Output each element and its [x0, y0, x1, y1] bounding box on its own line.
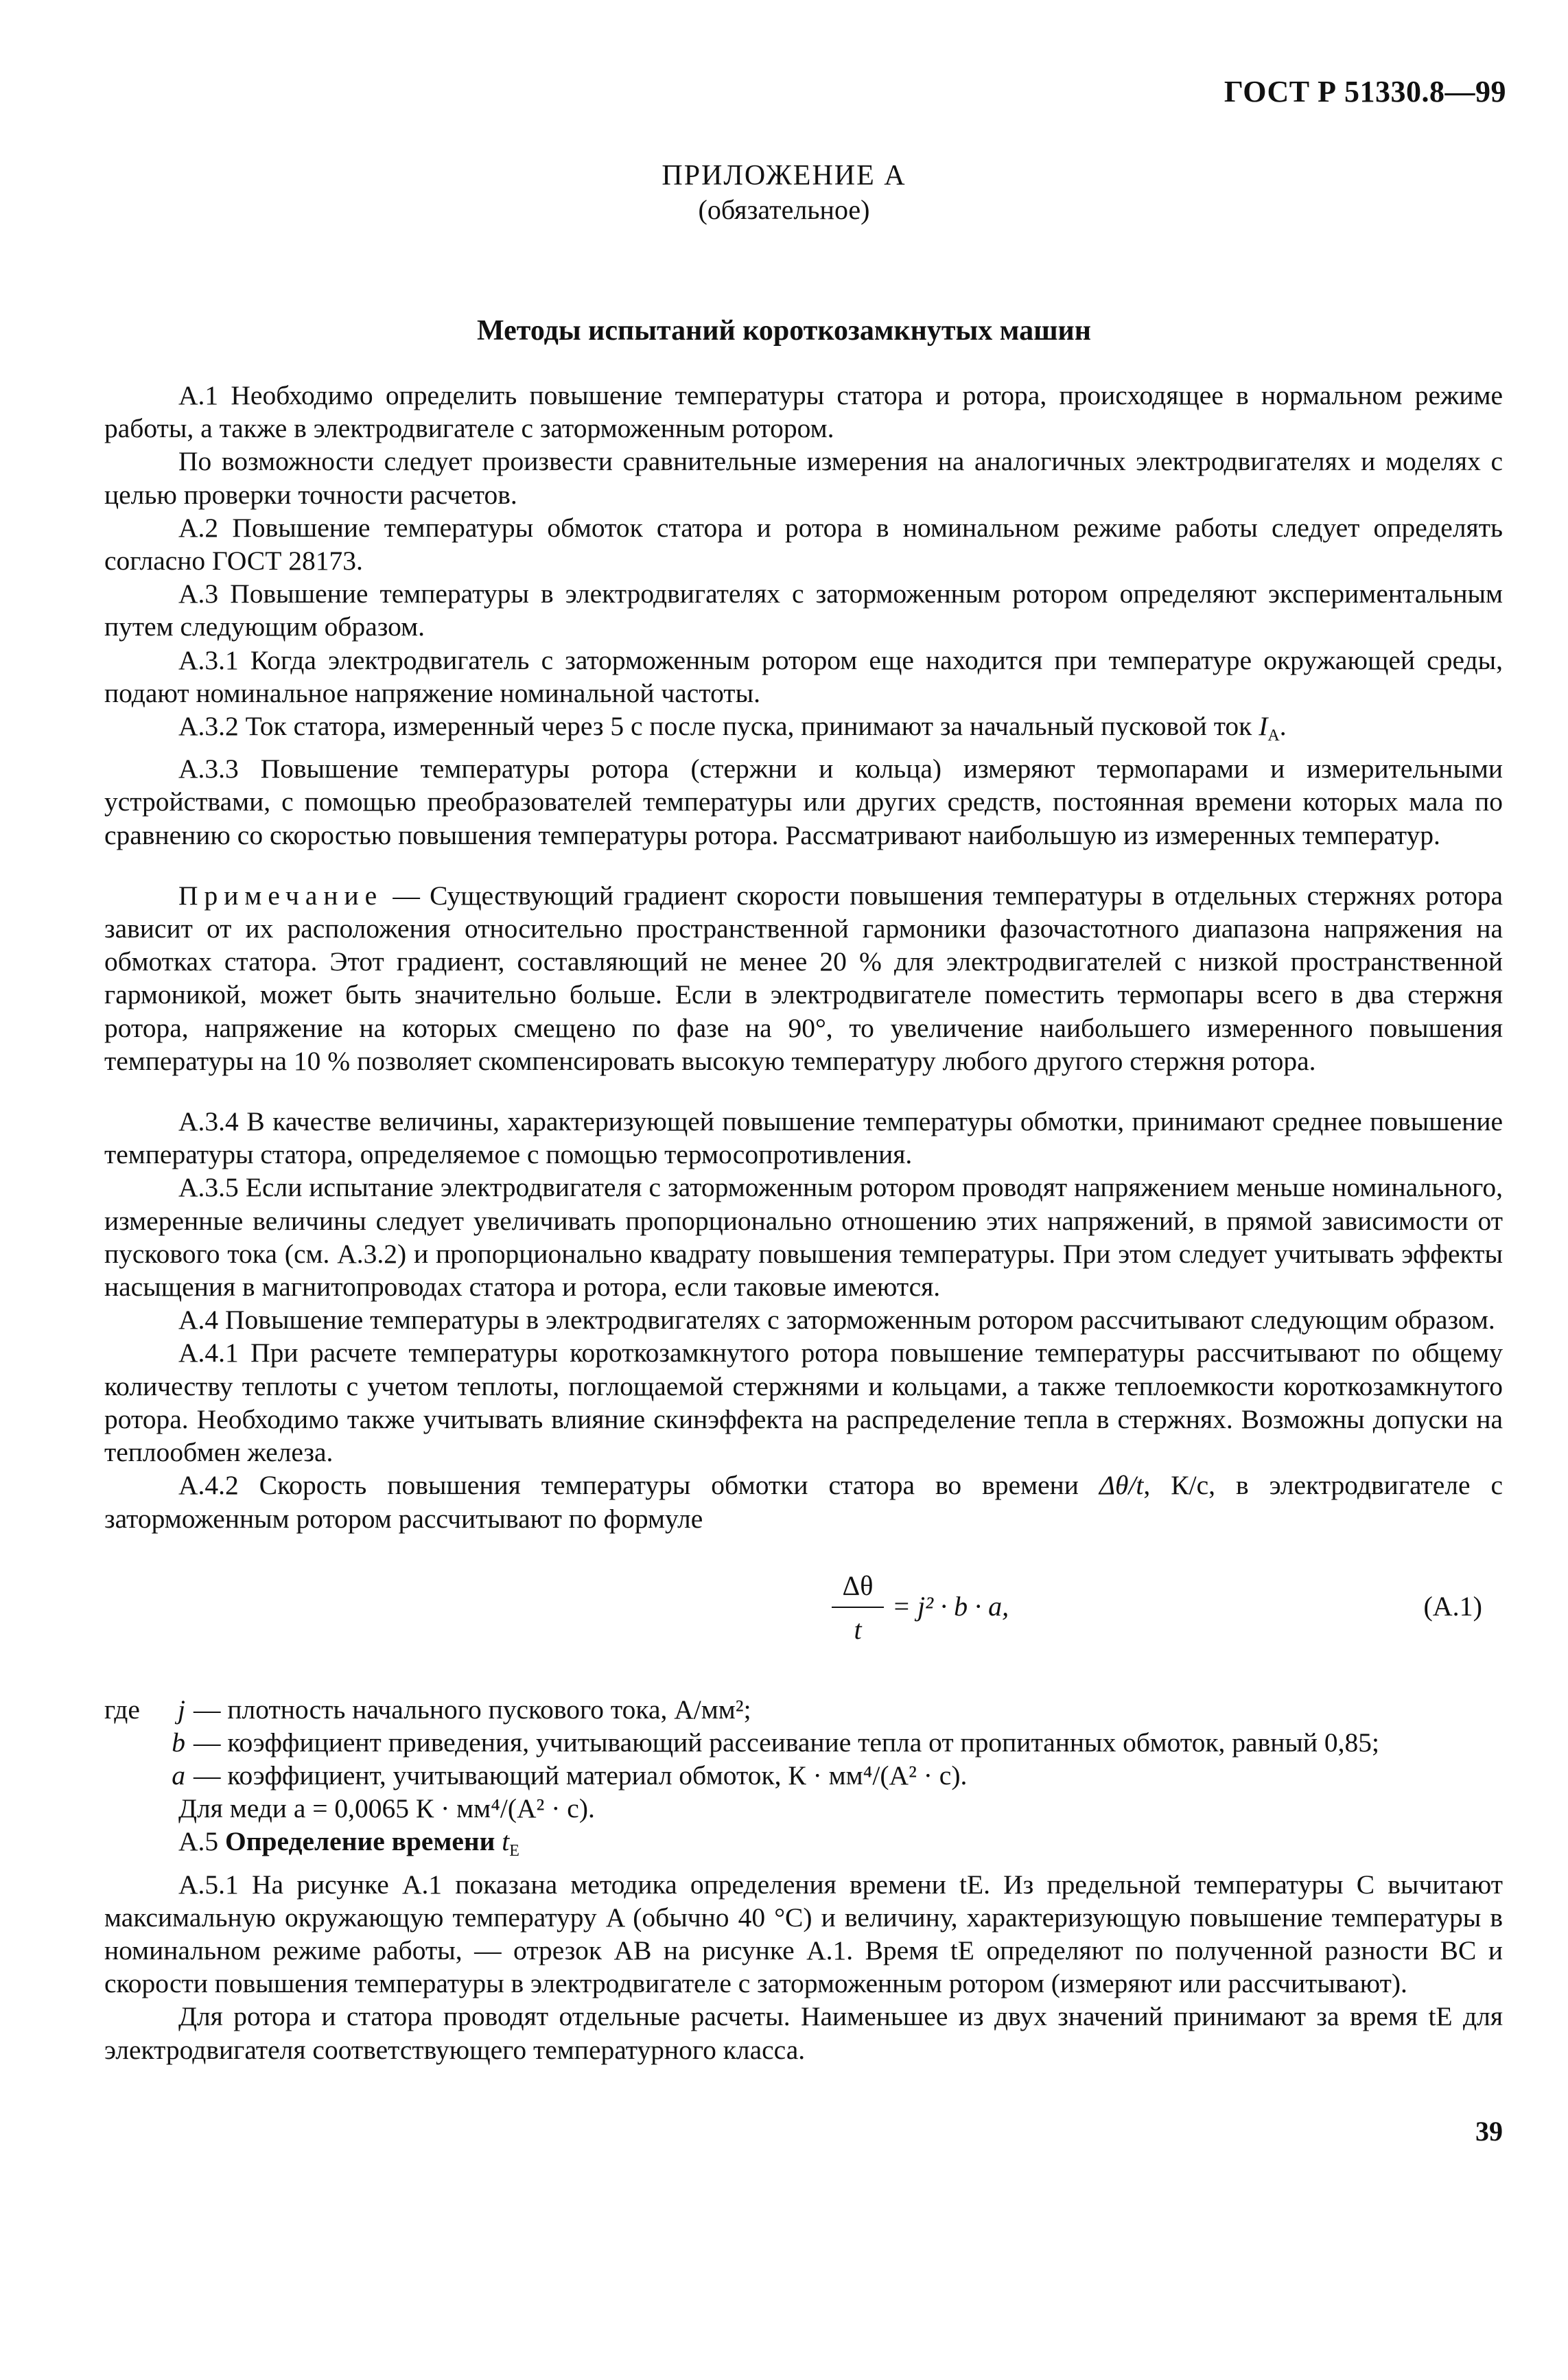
paragraph-a3: А.3 Повышение температуры в электродвигателях с заторможенным ротором определяют экспериментальным путем следующим образом.	[104, 579, 1503, 642]
paragraph-a5-2: Для ротора и статора проводят отдельные расчеты. Наименьшее из двух значений принимают за время tE для электродвигателя соответствующего температурного класса.	[104, 2001, 1503, 2065]
paragraph-a4-1: А.4.1 При расчете температуры короткозамкнутого ротора повышение температуры рассчитывают по общему количеству теплоты с учетом теплоты, поглощаемой стержнями и кольцами, а также теплоемкости короткозамкнутого ротора. Необходимо также учитывать влияние скинэффекта на распределение тепла в стержнях. Возможны допуски на теплообмен железа.	[104, 1338, 1503, 1468]
formula-number: (А.1)	[1423, 1590, 1482, 1622]
formula-a1	[104, 1570, 1503, 1686]
note-label: Примечание	[178, 880, 384, 911]
paragraph-a4: А.4 Повышение температуры в электродвигателях с заторможенным ротором рассчитывают следующим образом.	[178, 1305, 1495, 1335]
formula-rhs: = j² · b · a,	[892, 1590, 1009, 1622]
note-text: — Существующий градиент скорости повышения температуры в отдельных стержнях ротора зависит от их расположения относительно пространственной гармоники фазочастотного диапазона напряжения на обмотках статора. Этот градиент, составляющий не менее 20 % для электродвигателей с низкой пространственной гармоникой, может быть значительно больше. Если в электродвигателе поместить термопары всего в два стержня ротора, напряжение на которых смещено по фазе на 90°, то увеличение наибольшего измеренного повышения температуры на 10 % позволяет скомпенсировать высокую температуру любого другого стержня ротора.	[104, 880, 1503, 1076]
paragraph-a2: А.2 Повышение температуры обмоток статора и ротора в номинальном режиме работы следует определять согласно ГОСТ 28173.	[104, 512, 1503, 576]
paragraph-a3-2: А.3.2 Ток статора, измеренный через 5 с после пуска, принимают за начальный пусковой ток $I_A$.	[178, 711, 1287, 745]
fraction-bar	[832, 1607, 884, 1608]
where-item-b: b — коэффициент приведения, учитывающий рассеивание тепла от пропитанных обмоток, равный 0,85;	[172, 1727, 1380, 1758]
paragraph-a4-2: А.4.2 Скорость повышения температуры обмотки статора во времени Δθ/t, К/с, в электродвигателе с заторможенным ротором рассчитывают по формуле	[104, 1470, 1503, 1534]
formula-numerator: Δθ	[842, 1570, 874, 1601]
where-item-j: где j — плотность начального пускового тока, А/мм²;	[104, 1693, 1503, 1726]
document-body	[104, 379, 1503, 2066]
formula-fraction	[832, 1570, 884, 1646]
paragraph-a1: А.1 Необходимо определить повышение температуры статора и ротора, происходящее в нормальном режиме работы, а также в электродвигателе с заторможенным ротором.	[104, 380, 1503, 444]
paragraph-a3-1: А.3.1 Когда электродвигатель с заторможенным ротором еще находится при температуре окружающей среды, подают номинальное напряжение номинальной частоты.	[104, 644, 1503, 708]
heading-a5: А.5 Определение времени $t_E$	[178, 1826, 519, 1860]
standard-header: ГОСТ Р 51330.8—99	[1224, 75, 1506, 108]
copper-coefficient: Для меди a = 0,0065 К · мм⁴/(А² · с).	[178, 1793, 595, 1824]
paragraph-a1-2: По возможности следует произвести сравнительные измерения на аналогичных электродвигателях и моделях с целью проверки точности расчетов.	[104, 446, 1503, 510]
paragraph-a3-4: А.3.4 В качестве величины, характеризующей повышение температуры обмотки, принимают среднее повышение температуры статора, определяемое с помощью термосопротивления.	[104, 1106, 1503, 1170]
where-item-a: a — коэффициент, учитывающий материал обмоток, К · мм⁴/(А² · с).	[172, 1760, 968, 1791]
symbol-i-a: I	[1259, 711, 1268, 742]
appendix-status: (обязательное)	[698, 194, 870, 225]
page-number: 39	[1475, 2116, 1503, 2147]
section-title: Методы испытаний короткозамкнутых машин	[477, 315, 1091, 347]
paragraph-a5-1: А.5.1 На рисунке А.1 показана методика определения времени tE. Из предельной температуры C вычитают максимальную окружающую температуру A (обычно 40 °С) и величину, характеризующую повышение температуры в номинальном режиме работы, — отрезок AB на рисунке А.1. Время tE определяют по полученной разности BC и скорости повышения температуры в электродвигателе с заторможенным ротором (измеряют или рассчитывают).	[104, 1869, 1503, 1999]
formula-denominator: t	[854, 1613, 862, 1645]
where-lead: где	[104, 1694, 140, 1725]
paragraph-a3-3: А.3.3 Повышение температуры ротора (стержни и кольца) измеряют термопарами и измерительными устройствами, с помощью преобразователей температуры или других средств, постоянная времени которых мала по сравнению со скоростью повышения температуры ротора. Рассматривают наибольшую из измеренных температур.	[104, 754, 1503, 850]
note-paragraph	[104, 879, 1503, 1077]
paragraph-a3-5: А.3.5 Если испытание электродвигателя с заторможенным ротором проводят напряжением меньше номинального, измеренные величины следует увеличивать пропорционально отношению этих напряжений, в прямой зависимости от пускового тока (см. А.3.2) и пропорционально квадрату повышения температуры. При этом следует учитывать эффекты насыщения в магнитопроводах статора и ротора, если таковые имеются.	[104, 1172, 1503, 1303]
appendix-title: ПРИЛОЖЕНИЕ А	[662, 160, 906, 191]
